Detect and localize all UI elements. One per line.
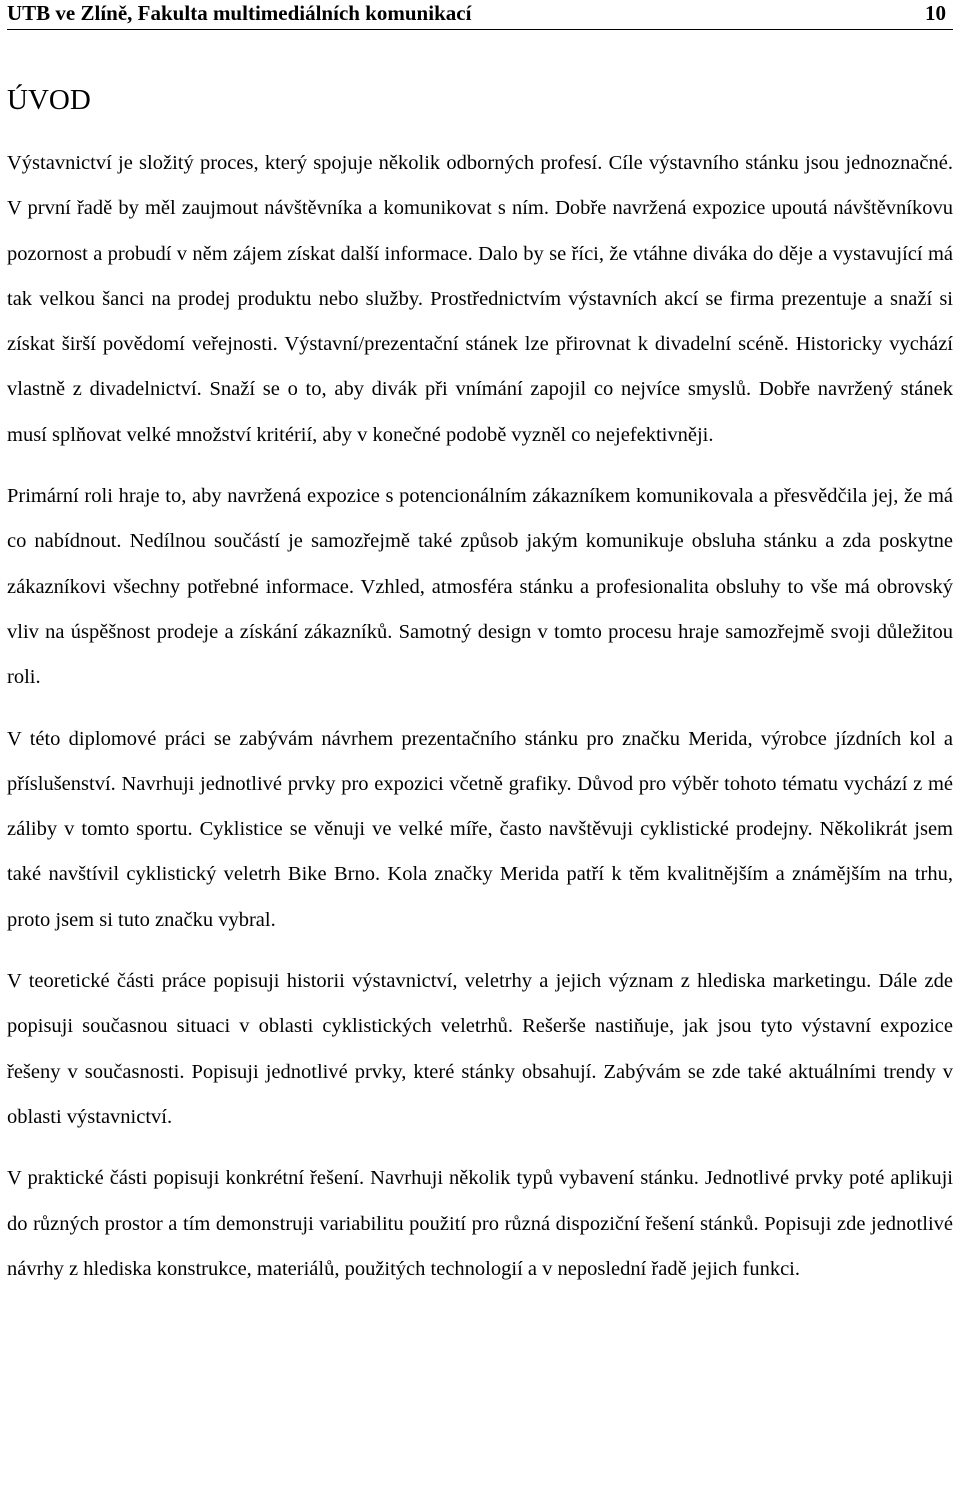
- body-text: [7, 141, 953, 1292]
- paragraph: V teoretické části práce popisuji historii výstavnictví, veletrhy a jejich význam z hlediska marketingu. Dále zde popisuji současnou situaci v oblasti cyklistických veletrhů. Rešerše nastiňuje, jak jsou tyto výstavní expozice řešeny v současnosti. Popisuji jednotlivé prvky, které stánky obsahují. Zabývám se zde také aktuálními trendy v oblasti výstavnictví.: [7, 970, 953, 1128]
- header-divider: [7, 29, 953, 30]
- page-number: 10: [925, 1, 946, 25]
- header-title: UTB ve Zlíně, Fakulta multimediálních komunikací: [7, 1, 472, 25]
- paragraph: Výstavnictví je složitý proces, který spojuje několik odborných profesí. Cíle výstavního stánku jsou jednoznačné. V první řadě by měl zaujmout návštěvníka a komunikovat s ním. Dobře navržená expozice upoutá návštěvníkovu pozornost a probudí v něm zájem získat další informace. Dalo by se říci, že vtáhne diváka do děje a vystavující má tak velkou šanci na prodej produktu nebo služby. Prostřednictvím výstavních akcí se firma prezentuje a snaží si získat širší povědomí veřejnosti. Výstavní/prezentační stánek lze přirovnat k divadelní scéně. Historicky vychází vlastně z divadelnictví. Snaží se o to, aby divák při vnímání zapojil co nejvíce smyslů. Dobře navržený stánek musí splňovat velké množství kritérií, aby v konečné podobě vyzněl co nejefektivněji.: [7, 152, 953, 446]
- paragraph: V této diplomové práci se zabývám návrhem prezentačního stánku pro značku Merida, výrobce jízdních kol a příslušenství. Navrhuji jednotlivé prvky pro expozici včetně grafiky. Důvod pro výběr tohoto tématu vychází z mé záliby v tomto sportu. Cyklistice se věnuji ve velké míře, často navštěvuji cyklistické prodejny. Několikrát jsem také navštívil cyklistický veletrh Bike Brno. Kola značky Merida patří k těm kvalitnějším a známějším na trhu, proto jsem si tuto značku vybral.: [7, 727, 953, 931]
- paragraph: Primární roli hraje to, aby navržená expozice s potencionálním zákazníkem komunikovala a přesvědčila jej, že má co nabídnout. Nedílnou součástí je samozřejmě také způsob jakým komunikuje obsluha stánku a zda poskytne zákazníkovi všechny potřebné informace. Vzhled, atmosféra stánku a profesionalita obsluhy to vše má obrovský vliv na úspěšnost prodeje a získání zákazníků. Samotný design v tomto procesu hraje samozřejmě svoji důležitou roli.: [7, 485, 953, 689]
- paragraph: V praktické části popisuji konkrétní řešení. Navrhuji několik typů vybavení stánku. Jednotlivé prvky poté aplikuji do různých prostor a tím demonstruji variabilitu použití pro různá dispoziční řešení stánků. Popisuji zde jednotlivé návrhy z hlediska konstrukce, materiálů, použitých technologií a v neposlední řadě jejich funkci.: [7, 1167, 953, 1280]
- chapter-heading: ÚVOD: [7, 84, 91, 116]
- running-header: [7, 0, 946, 26]
